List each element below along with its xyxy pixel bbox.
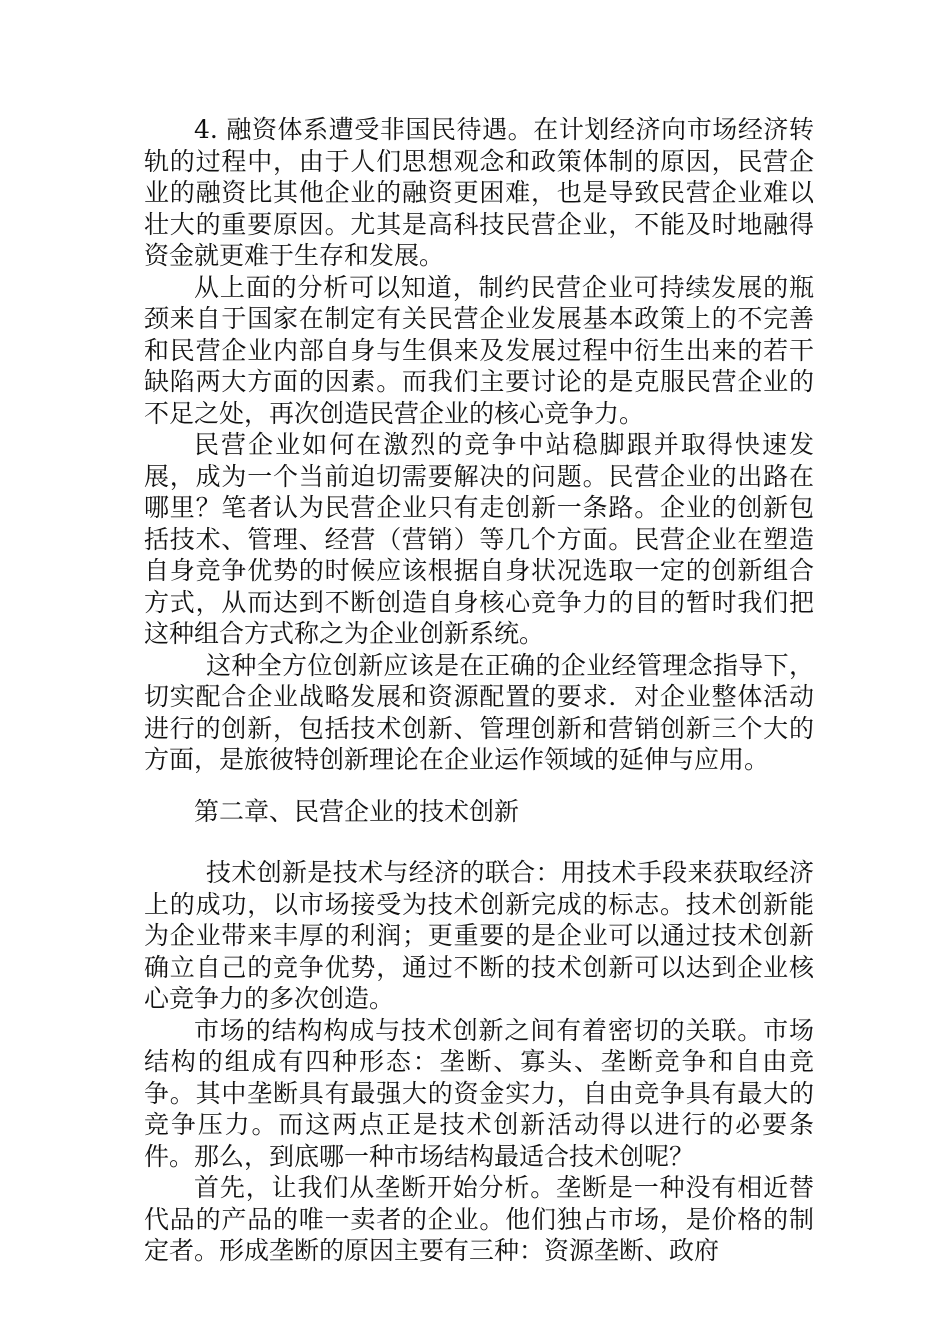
paragraph-monopoly-analysis: 首先，让我们从垄断开始分析。垄断是一种没有相近替代品的产品的唯一卖者的企业。他们独占市场，是价格的制定者。形成垄断的原因主要有三种：资源垄断、政府: [144, 1173, 814, 1265]
paragraph-innovation-path: 民营企业如何在激烈的竞争中站稳脚跟并取得快速发展，成为一个当前迫切需要解决的问题。民营企业的出路在哪里？笔者认为民营企业只有走创新一条路。企业的创新包括技术、管理、经营（营销）等几个方面。民营企业在塑造自身竞争优势的时候应该根据自身状况选取一定的创新组合方式，从而达到不断创造自身核心竞争力的目的暂时我们把这种组合方式称之为企业创新系统。: [144, 430, 814, 648]
document-body: [144, 114, 814, 1267]
paragraph-market-structure: 市场的结构构成与技术创新之间有着密切的关联。市场结构的组成有四种形态：垄断、寡头、垄断竞争和自由竞争。其中垄断具有最强大的资金实力，自由竞争具有最大的竞争压力。而这两点正是技术创新活动得以进行的必要条件。那么，到底哪一种市场结构最适合技术创呢？: [144, 1015, 814, 1171]
paragraph-financing-treatment: 4. 融资体系遭受非国民待遇。在计划经济向市场经济转轨的过程中，由于人们思想观念和政策体制的原因，民营企业的融资比其他企业的融资更困难，也是导致民营企业难以壮大的重要原因。尤其是高科技民营企业，不能及时地融得资金就更难于生存和发展。: [144, 115, 814, 270]
paragraph-technology-innovation: 技术创新是技术与经济的联合：用技术手段来获取经济上的成功，以市场接受为技术创新完成的标志。技术创新能为企业带来丰厚的利润；更重要的是企业可以通过技术创新确立自己的竞争优势，通过不断的技术创新可以达到企业核心竞争力的多次创造。: [144, 858, 814, 1013]
paragraph-bottleneck-analysis: 从上面的分析可以知道，制约民营企业可持续发展的瓶颈来自于国家在制定有关民营企业发展基本政策上的不完善和民营企业内部自身与生俱来及发展过程中衍生出来的若干缺陷两大方面的因素。而我们主要讨论的是克服民营企业的不足之处，再次创造民营企业的核心竞争力。: [144, 272, 814, 428]
paragraph-all-round-innovation: 这种全方位创新应该是在正确的企业经管理念指导下，切实配合企业战略发展和资源配置的要求．对企业整体活动进行的创新，包括技术创新、管理创新和营销创新三个大的方面，是旅彼特创新理论在企业运作领域的延伸与应用。: [144, 650, 814, 774]
chapter-heading: 第二章、民营企业的技术创新: [194, 796, 520, 826]
